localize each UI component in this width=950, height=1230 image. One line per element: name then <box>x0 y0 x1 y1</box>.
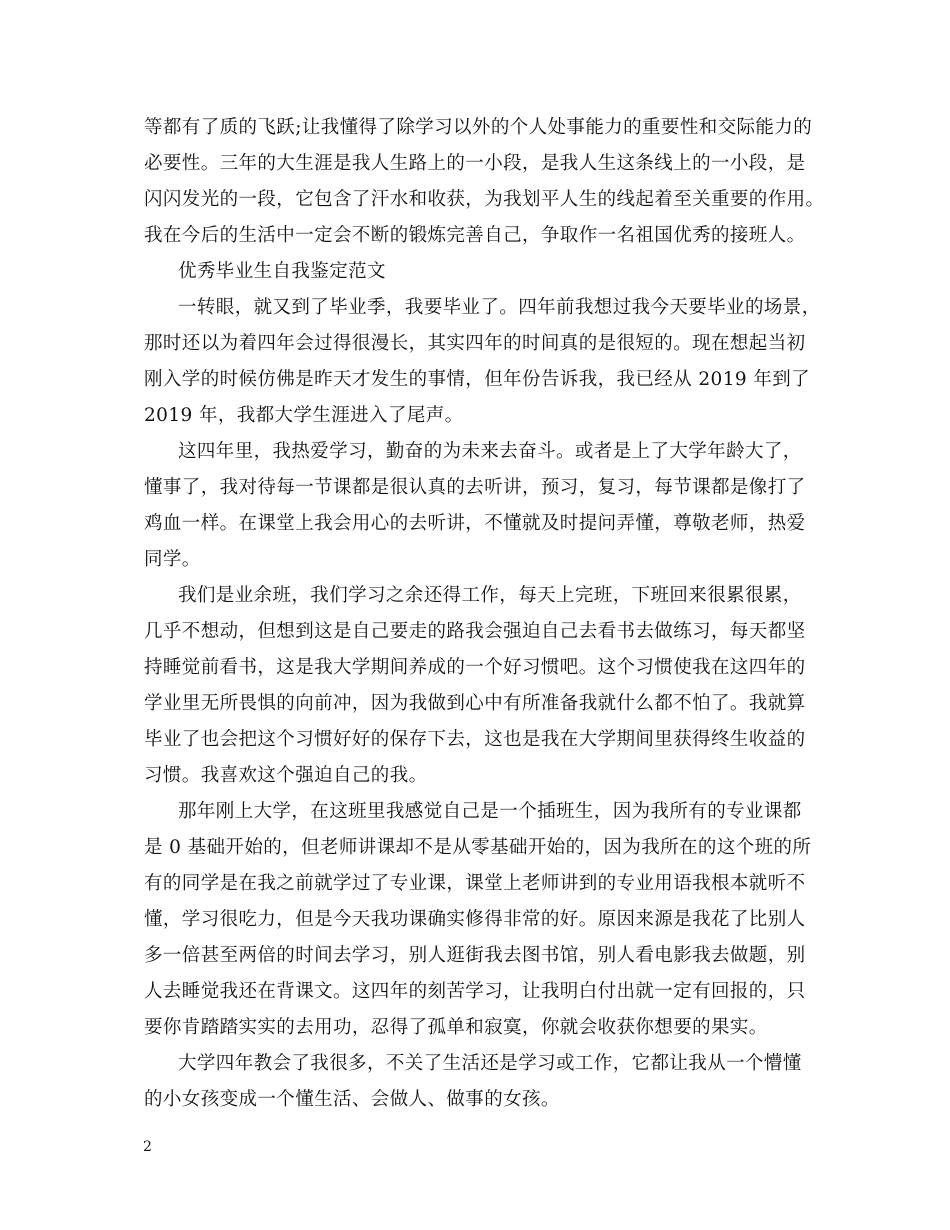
text-line: 人去睡觉我还在背课文。这四年的刻苦学习，让我明白付出就一定有回报的，只 <box>144 981 806 1002</box>
text-line: 持睡觉前看书，这是我大学期间养成的一个好习惯吧。这个习惯使我在这四年的 <box>144 657 806 678</box>
text-line: 有的同学是在我之前就学过了专业课，课堂上老师讲到的专业用语我根本就听不 <box>144 873 806 894</box>
text-line: 等都有了质的飞跃;让我懂得了除学习以外的个人处事能力的重要性和交际能力的 <box>144 117 813 138</box>
text-line: 鸡血一样。在课堂上我会用心的去听讲，不懂就及时提问弄懂，尊敬老师，热爱 <box>144 513 806 534</box>
section-heading: 优秀毕业生自我鉴定范文 <box>178 261 386 282</box>
text-line: 学业里无所畏惧的向前冲，因为我做到心中有所准备我就什么都不怕了。我就算 <box>144 693 806 714</box>
text-line: 几乎不想动，但想到这是自己要走的路我会强迫自己去看书去做练习，每天都坚 <box>144 621 806 642</box>
text-line: 我在今后的生活中一定会不断的锻炼完善自己，争取作一名祖国优秀的接班人。 <box>144 225 806 246</box>
text-line: 要你肯踏踏实实的去用功，忍得了孤单和寂寞，你就会收获你想要的果实。 <box>144 1017 768 1038</box>
text-line: 2019 年，我都大学生涯进入了尾声。 <box>144 405 464 426</box>
text-line: 那时还以为着四年会过得很漫长，其实四年的时间真的是很短的。现在想起当初 <box>144 333 806 354</box>
text-line: 闪闪发光的一段，它包含了汗水和收获，为我划平人生的线起着至关重要的作用。 <box>144 189 825 210</box>
text-line: 我们是业余班，我们学习之余还得工作，每天上完班，下班回来很累很累， <box>178 585 802 606</box>
text-line: 那年刚上大学，在这班里我感觉自己是一个插班生，因为我所有的专业课都 <box>178 801 802 822</box>
text-line: 懂事了，我对待每一节课都是很认真的去听讲，预习，复习，每节课都是像打了 <box>144 477 806 498</box>
text-line: 同学。 <box>144 549 201 570</box>
text-line: 的小女孩变成一个懂生活、会做人、做事的女孩。 <box>144 1089 560 1110</box>
text-line: 大学四年教会了我很多，不关了生活还是学习或工作，它都让我从一个懵懂 <box>178 1053 802 1074</box>
text-line: 多一倍甚至两倍的时间去学习，别人逛街我去图书馆，别人看电影我去做题，别 <box>144 945 806 966</box>
text-line: 懂，学习很吃力，但是今天我功课确实修得非常的好。原因来源是我花了比别人 <box>144 909 806 930</box>
text-line: 刚入学的时候仿佛是昨天才发生的事情，但年份告诉我，我已经从 2019 年到了 <box>144 369 811 390</box>
text-line: 是 0 基础开始的，但老师讲课却不是从零基础开始的，因为我所在的这个班的所 <box>144 837 812 858</box>
text-line: 一转眼，就又到了毕业季，我要毕业了。四年前我想过我今天要毕业的场景， <box>178 297 821 318</box>
page-number: 2 <box>143 1139 152 1155</box>
text-line: 这四年里，我热爱学习，勤奋的为未来去奋斗。或者是上了大学年龄大了， <box>178 441 802 462</box>
text-line: 毕业了也会把这个习惯好好的保存下去，这也是我在大学期间里获得终生收益的 <box>144 729 806 750</box>
text-line: 必要性。三年的大生涯是我人生路上的一小段，是我人生这条线上的一小段，是 <box>144 153 806 174</box>
text-line: 习惯。我喜欢这个强迫自己的我。 <box>144 765 428 786</box>
